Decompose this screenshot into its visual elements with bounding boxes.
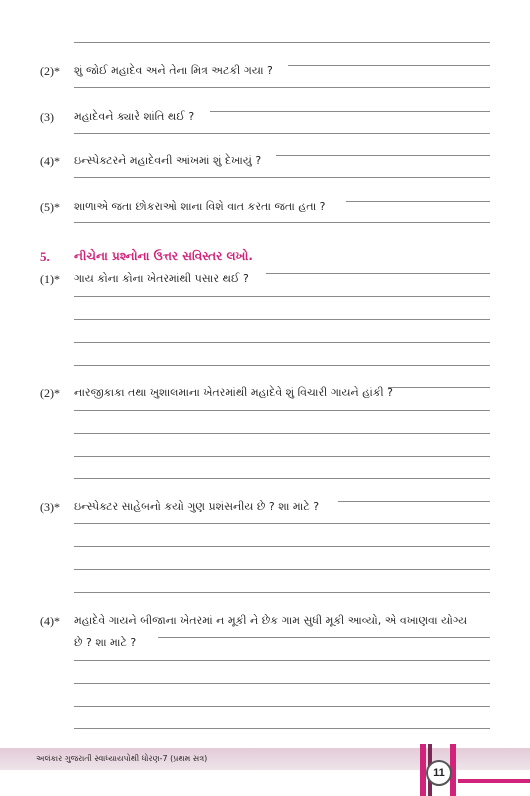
question-text: મહાદેવને ક્યારે શાંતિ થઈ ? xyxy=(74,110,195,123)
question-text: નારજીકાકા તથા ખુશાલમાના ખેતરમાંથી મહાદેવે શું વિચારી ગાયને હાંકી ? xyxy=(74,386,394,399)
question-text: ગાય કોના કોના ખેતરમાંથી પસાર થઈ ? xyxy=(74,272,249,285)
answer-line xyxy=(74,296,490,297)
footer-stripe xyxy=(420,744,426,796)
answer-line xyxy=(74,365,490,366)
answer-line xyxy=(74,478,490,479)
answer-line xyxy=(74,87,490,88)
answer-line xyxy=(74,660,490,661)
answer-line xyxy=(74,728,490,729)
question-text: શું જોઈ મહાદેવ અને તેના મિત્ર અટકી ગયા ? xyxy=(74,64,273,77)
question-number: (2)* xyxy=(40,64,60,78)
answer-line xyxy=(74,546,490,547)
question-text: ઇન્સ્પેક્ટર સાહેબનો કયો ગુણ પ્રશંસનીય છે ? શા માટે ? xyxy=(74,500,320,513)
answer-line xyxy=(74,456,490,457)
book-title: અલંકાર ગુજરાતી સ્વાધ્યાયપોથી ધોરણ-7 (પ્રથમ સત્ર) xyxy=(36,754,208,763)
answer-line xyxy=(74,319,490,320)
answer-line xyxy=(210,111,490,112)
section-title: નીચેના પ્રશ્નોના ઉત્તર સવિસ્તર લખો. xyxy=(74,249,253,263)
question-number: (5)* xyxy=(40,200,60,214)
question-text: મહાદેવે ગાયને બીજાના ખેતરમાં ન મૂકી ને છેક ગામ સુધી મૂકી આવ્યો, એ વખાણવા યોગ્ય xyxy=(74,614,468,627)
answer-line xyxy=(74,42,490,43)
answer-line xyxy=(266,273,490,274)
answer-line xyxy=(74,342,490,343)
page-number: 11 xyxy=(426,760,452,786)
question-number: (2)* xyxy=(40,386,60,400)
answer-line xyxy=(288,65,490,66)
answer-line xyxy=(74,523,490,524)
question-number: (4)* xyxy=(40,614,60,628)
answer-line xyxy=(74,569,490,570)
question-number: (4)* xyxy=(40,154,60,168)
question-number: (1)* xyxy=(40,272,60,286)
answer-line xyxy=(74,222,490,223)
answer-line xyxy=(74,706,490,707)
question-number: (3) xyxy=(40,110,54,124)
question-number: (3)* xyxy=(40,500,60,514)
answer-line xyxy=(346,201,490,202)
question-text: શાળાએ જતા છોકરાઓ શાના વિશે વાત કરતા જતા હતા ? xyxy=(74,200,326,213)
answer-line xyxy=(158,637,490,638)
answer-line xyxy=(388,387,490,388)
answer-line xyxy=(74,410,490,411)
answer-line xyxy=(74,592,490,593)
section-number: 5. xyxy=(40,249,50,264)
footer-accent-line xyxy=(458,779,530,783)
answer-line xyxy=(74,433,490,434)
question-text-continued: છે ? શા માટે ? xyxy=(74,636,137,649)
answer-line xyxy=(276,155,490,156)
question-text: ઇન્સ્પેક્ટરને મહાદેવની આંખમાં શું દેખાયું ? xyxy=(74,154,262,167)
answer-line xyxy=(74,133,490,134)
answer-line xyxy=(338,501,490,502)
answer-line xyxy=(74,177,490,178)
answer-line xyxy=(74,683,490,684)
